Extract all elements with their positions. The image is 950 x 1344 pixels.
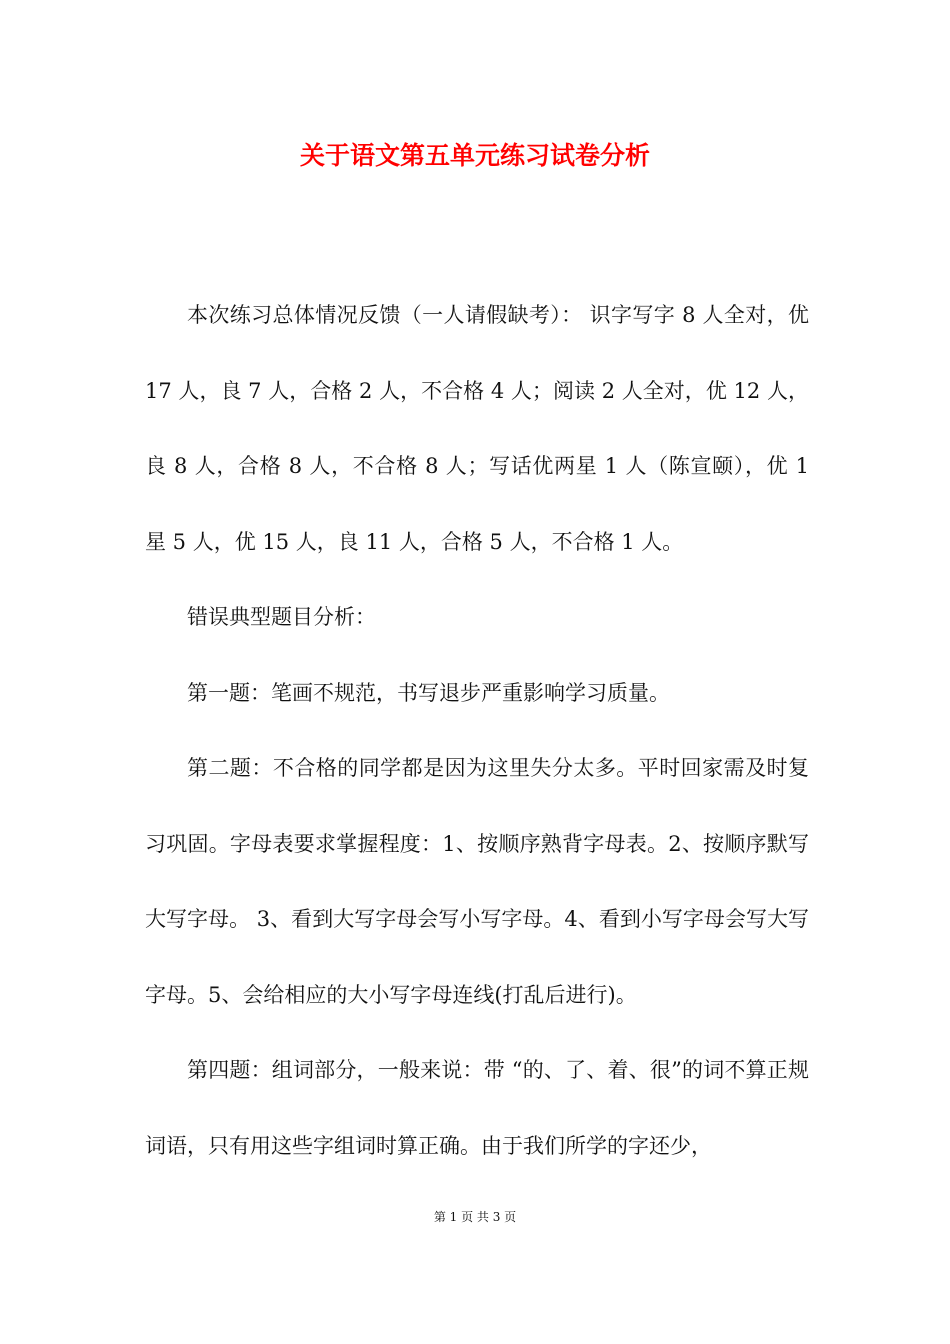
paragraph-summary: 本次练习总体情况反馈（一人请假缺考）： 识字写字 8 人全对，优 17 人，良 7 人，合格 2 人，不合格 4 人；阅读 2 人全对，优 12 人，良 8 人，合格 8 人，不合格 8 人；写话优两星 1 人（陈宣颐），优 1 星 5 人，优 15 人，良 11 人，合格 5 人，不合格 1 人。 xyxy=(145,303,809,554)
paragraph-question-2: 第二题：不合格的同学都是因为这里失分太多。平时回家需及时复习巩固。字母表要求掌握程度：1、按顺序熟背字母表。2、按顺序默写大写字母。 3、看到大写字母会写小写字母。4、看到小写字母会写大写字母。5、会给相应的大小写字母连线(打乱后进行)。 xyxy=(145,756,809,1007)
paragraph-question-4: 第四题：组词部分，一般来说：带 “的、了、着、很”的词不算正规词语，只有用这些字组词时算正确。由于我们所学的字还少， xyxy=(145,1058,809,1158)
page-footer: 第 1 页 共 3 页 xyxy=(433,1210,517,1224)
document-body xyxy=(145,278,809,1184)
paragraph-question-1: 第一题：笔画不规范，书写退步严重影响学习质量。 xyxy=(187,680,670,705)
document-title: 关于语文第五单元练习试卷分析 xyxy=(299,141,650,170)
paragraph-error-analysis-heading: 错误典型题目分析： xyxy=(187,605,376,629)
